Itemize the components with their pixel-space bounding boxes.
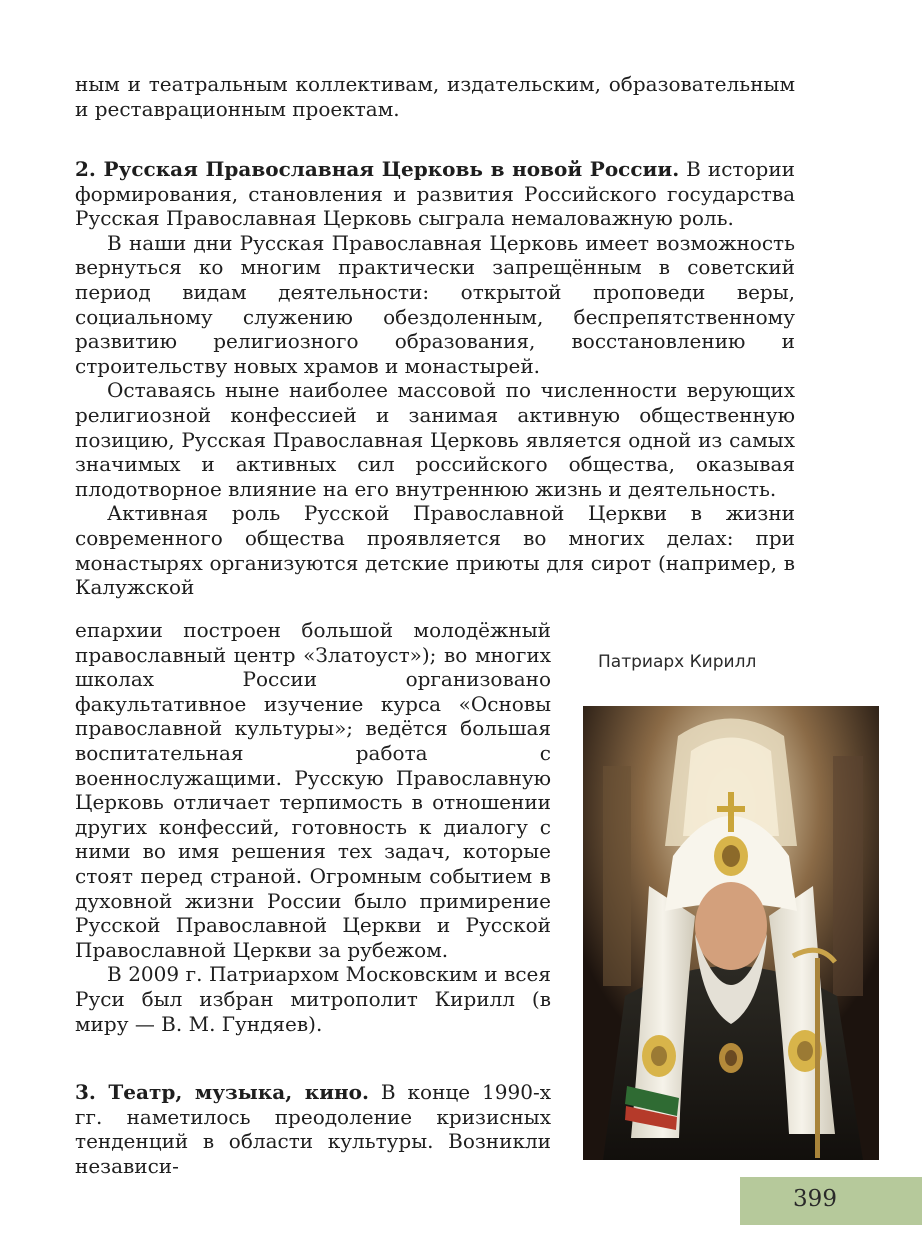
section-3-heading: 3. Театр, музыка, кино. [75, 1080, 369, 1104]
section-2-paragraph-3: Активная роль Русской Православной Церкви в жизни современного общества проявляется во многих делах: при монастырях организуются детские приюты для сирот (например, в Калужской [75, 501, 795, 600]
section-2-block [75, 157, 795, 600]
page-number: 399 [793, 1186, 837, 1212]
section-2-paragraph-1: В наши дни Русская Православная Церковь имеет возможность вернуться ко многим практически запрещённым в советский период видам деятельности: открытой проповеди веры, социальному служению обездоленным, беспрепятственному развитию религиозного образования, восстановлению и строительству новых храмов и монастырей. [75, 230, 795, 378]
section-2-last-paragraph: В 2009 г. Патриархом Московским и всея Руси был избран митрополит Кирилл (в миру — В. М. Гундяев). [75, 962, 551, 1036]
section-2-paragraph-2: Оставаясь ныне наиболее массовой по численности верующих религиозной конфессией и занимая активную общественную позицию, Русская Православная Церковь является одной из самых значимых и активных сил российского общества, оказывая плодотворное влияние на его внутреннюю жизнь и деятельность. [75, 378, 795, 501]
section-2-first-paragraph [75, 157, 795, 231]
section-3-lead: В конце 1990-х гг. наметилось преодоление кризисных тенденций в области культуры. Возникли независи- [75, 1080, 551, 1178]
figure-caption: Патриарх Кирилл [598, 652, 757, 672]
intro-continuation-block [75, 72, 795, 121]
intro-continuation-text: ным и театральным коллективам, издательским, образовательным и реставрационным проектам. [75, 72, 795, 121]
section-2-lead: В истории формирования, становления и развития Российского государства Русская Православная Церковь сыграла немаловажную роль. [75, 157, 795, 231]
patriarch-photo [583, 706, 879, 1160]
section-3-first-paragraph [75, 1080, 551, 1178]
narrow-column-block [75, 618, 551, 1036]
section-2-heading: 2. Русская Православная Церковь в новой России. [75, 157, 680, 181]
page-number-tab [740, 1177, 922, 1225]
section-2-narrow-continuation: епархии построен большой молодёжный православный центр «Златоуст»); во многих школах России организовано факультативное изучение курса «Основы православной культуры»; ведётся большая воспитательная работа с военнослужащими. Русскую Православную Церковь отличает терпимость в отношении других конфессий, готовность к диалогу с ними во имя решения тех задач, которые стоят перед страной. Огромным событием в духовной жизни России было примирение Русской Православной Церкви и Русской Православной Церкви за рубежом. [75, 618, 551, 962]
section-3-block [75, 1080, 551, 1178]
